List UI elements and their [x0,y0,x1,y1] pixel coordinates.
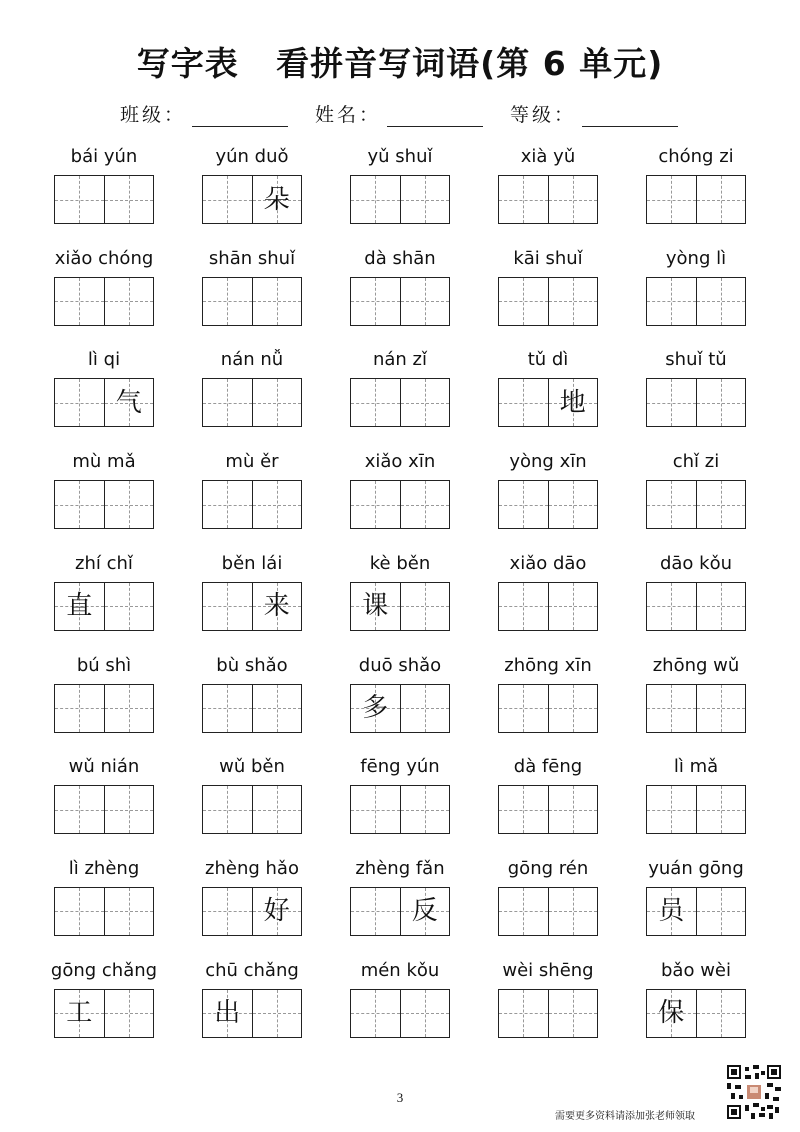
tianzige-box[interactable] [104,990,154,1037]
hint-character [401,583,450,630]
hint-character [549,583,598,630]
hint-character: 直 [66,591,93,622]
tianzige-box[interactable] [55,176,104,223]
tianzige-box[interactable] [252,685,302,732]
tianzige-box[interactable] [203,786,252,833]
tianzige-box[interactable] [252,583,302,630]
tianzige-pair [498,887,598,936]
hint-character [697,583,746,630]
hint-character [697,278,746,325]
pinyin-label: tǔ dì [527,349,569,371]
tianzige-box[interactable] [104,379,154,426]
hint-character [351,990,400,1037]
tianzige-pair [498,989,598,1038]
pinyin-label: dà fēng [513,756,583,778]
tianzige-pair [202,480,302,529]
tianzige-box[interactable] [351,481,400,528]
class-label: 班级： [120,104,187,126]
hint-character [499,481,548,528]
hint-character: 反 [411,896,438,927]
tianzige-pair [202,277,302,326]
tianzige-box[interactable] [104,685,154,732]
tianzige-box[interactable] [203,685,252,732]
pinyin-label: nán zǐ [372,349,428,371]
hint-character [253,786,302,833]
hint-character [55,888,104,935]
tianzige-pair [202,989,302,1038]
hint-character [253,990,302,1037]
pinyin-label: yòng xīn [509,451,587,473]
hint-character [203,583,252,630]
tianzige-pair [350,684,450,733]
pinyin-label: zhèng hǎo [205,857,299,879]
tianzige-box[interactable] [252,379,302,426]
pinyin-label: zhí chǐ [75,552,133,574]
tianzige-box[interactable] [55,583,104,630]
hint-character [105,278,154,325]
tianzige-box[interactable] [55,481,104,528]
tianzige-pair [646,989,746,1038]
tianzige-box[interactable] [499,583,548,630]
tianzige-box[interactable] [351,583,400,630]
hint-character [549,990,598,1037]
pinyin-label: yún duǒ [215,146,289,167]
tianzige-box[interactable] [400,379,450,426]
tianzige-box[interactable] [351,786,400,833]
pinyin-label: fēng yún [360,756,440,778]
pinyin-label: chǐ zi [672,451,720,473]
student-info-row [0,100,800,130]
pinyin-label: gōng chǎng [50,959,158,981]
class-blank-line[interactable] [192,102,288,127]
tianzige-pair [202,684,302,733]
hint-character [55,278,104,325]
hint-character: 课 [362,591,389,622]
tianzige-box[interactable] [351,379,400,426]
hint-character [203,278,252,325]
hint-character [647,379,696,426]
pinyin-label: kè běn [369,552,431,574]
tianzige-box[interactable] [647,278,696,325]
hint-character [647,481,696,528]
tianzige-pair [350,277,450,326]
tianzige-box[interactable] [647,685,696,732]
hint-character [55,786,104,833]
hint-character [647,176,696,223]
hint-character [549,278,598,325]
pinyin-label: bù shǎo [216,654,288,676]
tianzige-pair [646,277,746,326]
hint-character [499,583,548,630]
tianzige-box[interactable] [696,888,746,935]
hint-character: 气 [115,387,142,418]
hint-character [203,786,252,833]
hint-character [697,685,746,732]
tianzige-pair [202,378,302,427]
tianzige-box[interactable] [696,176,746,223]
tianzige-box[interactable] [548,990,598,1037]
tianzige-pair [54,582,154,631]
pinyin-label: běn lái [221,552,283,574]
hint-character [499,685,548,732]
tianzige-box[interactable] [351,278,400,325]
tianzige-pair [498,175,598,224]
pinyin-label: yòng lì [665,247,727,269]
hint-character [203,888,252,935]
tianzige-pair [350,175,450,224]
tianzige-box[interactable] [647,888,696,935]
tianzige-box[interactable] [548,786,598,833]
pinyin-label: xià yǔ [520,146,576,167]
tianzige-pair [498,277,598,326]
hint-character [351,278,400,325]
pinyin-label: mù ěr [225,451,279,473]
hint-character [499,278,548,325]
pinyin-label: xiǎo xīn [364,451,436,473]
hint-character [105,583,154,630]
tianzige-pair [350,582,450,631]
tianzige-box[interactable] [203,583,252,630]
tianzige-pair [202,887,302,936]
tianzige-box[interactable] [696,379,746,426]
tianzige-box[interactable] [696,278,746,325]
tianzige-pair [350,785,450,834]
pinyin-label: gōng rén [507,857,589,879]
tianzige-box[interactable] [696,481,746,528]
tianzige-box[interactable] [203,888,252,935]
tianzige-box[interactable] [55,786,104,833]
tianzige-pair [646,684,746,733]
tianzige-box[interactable] [351,176,400,223]
grade-field [510,100,678,127]
hint-character [105,888,154,935]
hint-character [499,379,548,426]
tianzige-box[interactable] [696,685,746,732]
tianzige-box[interactable] [252,278,302,325]
grade-label: 等级： [510,104,577,126]
hint-character [499,786,548,833]
tianzige-box[interactable] [548,278,598,325]
hint-character: 朵 [263,184,290,215]
tianzige-box[interactable] [55,888,104,935]
tianzige-box[interactable] [499,888,548,935]
tianzige-box[interactable] [351,990,400,1037]
hint-character [647,278,696,325]
tianzige-box[interactable] [499,278,548,325]
hint-character [351,786,400,833]
tianzige-pair [498,378,598,427]
tianzige-pair [646,582,746,631]
hint-character [401,176,450,223]
hint-character [499,176,548,223]
tianzige-box[interactable] [548,379,598,426]
hint-character [697,888,746,935]
tianzige-box[interactable] [696,786,746,833]
hint-character [401,481,450,528]
tianzige-box[interactable] [400,685,450,732]
hint-character [549,481,598,528]
worksheet-title: 写字表 看拼音写词语(第 6 单元) [136,44,664,83]
name-blank-line[interactable] [387,102,483,127]
tianzige-box[interactable] [499,990,548,1037]
hint-character [55,481,104,528]
hint-character [203,481,252,528]
name-label: 姓名： [315,104,382,126]
hint-character [105,685,154,732]
tianzige-box[interactable] [400,278,450,325]
tianzige-box[interactable] [104,481,154,528]
pinyin-label: zhōng xīn [504,654,592,676]
hint-character [55,685,104,732]
tianzige-box[interactable] [55,278,104,325]
hint-character: 地 [559,387,586,418]
tianzige-pair [202,175,302,224]
tianzige-box[interactable] [351,888,400,935]
tianzige-pair [350,989,450,1038]
name-field [315,100,483,127]
pinyin-label: lì mǎ [673,756,719,778]
hint-character [549,786,598,833]
hint-character: 好 [263,896,290,927]
pinyin-label: bú shì [76,654,132,676]
hint-character [351,379,400,426]
hint-character: 出 [214,998,241,1029]
hint-character [105,786,154,833]
tianzige-box[interactable] [203,379,252,426]
tianzige-box[interactable] [104,278,154,325]
tianzige-box[interactable] [252,990,302,1037]
hint-character [55,176,104,223]
tianzige-box[interactable] [400,583,450,630]
tianzige-box[interactable] [400,990,450,1037]
hint-character [401,990,450,1037]
pinyin-label: bái yún [70,146,138,167]
tianzige-pair [646,480,746,529]
hint-character [647,786,696,833]
hint-character [203,685,252,732]
tianzige-pair [54,684,154,733]
tianzige-box[interactable] [548,583,598,630]
hint-character [203,176,252,223]
tianzige-box[interactable] [647,481,696,528]
tianzige-box[interactable] [647,379,696,426]
tianzige-box[interactable] [499,481,548,528]
pinyin-label: xiǎo dāo [509,552,587,574]
pinyin-label: dà shān [364,247,436,269]
hint-character [203,379,252,426]
hint-character [253,685,302,732]
tianzige-pair [54,785,154,834]
hint-character [351,888,400,935]
pinyin-label: zhèng fǎn [355,857,445,879]
hint-character: 来 [263,591,290,622]
tianzige-box[interactable] [400,481,450,528]
hint-character [549,888,598,935]
tianzige-pair [202,785,302,834]
tianzige-pair [350,480,450,529]
hint-character [401,278,450,325]
tianzige-box[interactable] [696,583,746,630]
tianzige-box[interactable] [252,481,302,528]
hint-character [253,481,302,528]
page-number: 3 [396,1090,404,1105]
tianzige-pair [54,378,154,427]
pinyin-label: duō shǎo [358,654,442,676]
hint-character: 保 [658,998,685,1029]
tianzige-box[interactable] [104,786,154,833]
tianzige-box[interactable] [400,786,450,833]
tianzige-box[interactable] [400,888,450,935]
tianzige-box[interactable] [400,176,450,223]
tianzige-pair [54,887,154,936]
hint-character [647,583,696,630]
hint-character [351,176,400,223]
pinyin-label: wǔ běn [219,756,285,778]
pinyin-label: yǔ shuǐ [367,146,433,167]
tianzige-box[interactable] [203,990,252,1037]
hint-character [105,481,154,528]
hint-character [499,888,548,935]
tianzige-box[interactable] [499,786,548,833]
tianzige-box[interactable] [104,583,154,630]
pinyin-label: chóng zi [658,146,734,167]
pinyin-label: lì zhèng [68,857,140,879]
pinyin-label: chū chǎng [205,959,299,981]
tianzige-box[interactable] [55,379,104,426]
hint-character: 工 [66,998,93,1029]
tianzige-box[interactable] [252,176,302,223]
pinyin-label: shān shuǐ [208,247,296,269]
tianzige-pair [498,582,598,631]
tianzige-pair [498,480,598,529]
tianzige-box[interactable] [203,278,252,325]
tianzige-pair [350,887,450,936]
tianzige-box[interactable] [647,176,696,223]
pinyin-label: wèi shēng [502,959,594,981]
hint-character [697,990,746,1037]
tianzige-box[interactable] [104,176,154,223]
pinyin-label: shuǐ tǔ [665,349,727,371]
tianzige-box[interactable] [647,786,696,833]
pinyin-label: mén kǒu [360,959,440,981]
hint-character: 多 [362,693,389,723]
tianzige-box[interactable] [647,583,696,630]
tianzige-box[interactable] [499,685,548,732]
tianzige-box[interactable] [548,888,598,935]
hint-character [253,379,302,426]
tianzige-pair [54,480,154,529]
tianzige-box[interactable] [647,990,696,1037]
tianzige-box[interactable] [548,481,598,528]
hint-character: 员 [658,896,685,927]
tianzige-box[interactable] [203,481,252,528]
hint-character [549,176,598,223]
hint-character [105,990,154,1037]
pinyin-label: lì qi [87,349,121,371]
tianzige-box[interactable] [252,888,302,935]
hint-character [401,786,450,833]
tianzige-box[interactable] [696,990,746,1037]
tianzige-box[interactable] [499,176,548,223]
tianzige-box[interactable] [55,685,104,732]
class-field [120,100,288,127]
tianzige-pair [646,785,746,834]
hint-character [351,481,400,528]
tianzige-box[interactable] [548,176,598,223]
pinyin-label: kāi shuǐ [513,247,583,269]
tianzige-pair [54,277,154,326]
tianzige-pair [646,887,746,936]
tianzige-box[interactable] [351,685,400,732]
hint-character [401,379,450,426]
tianzige-pair [54,175,154,224]
tianzige-pair [646,378,746,427]
hint-character [697,786,746,833]
tianzige-box[interactable] [104,888,154,935]
tianzige-box[interactable] [203,176,252,223]
hint-character [253,278,302,325]
tianzige-box[interactable] [55,990,104,1037]
tianzige-pair [646,175,746,224]
hint-character [55,379,104,426]
pinyin-label: wǔ nián [68,756,140,778]
hint-character [499,990,548,1037]
tianzige-pair [498,684,598,733]
pinyin-label: bǎo wèi [661,959,731,981]
qr-code-icon [727,1065,781,1119]
pinyin-label: zhōng wǔ [652,654,740,676]
tianzige-box[interactable] [548,685,598,732]
hint-character [697,176,746,223]
hint-character [105,176,154,223]
hint-character [697,379,746,426]
pinyin-label: mù mǎ [72,451,136,473]
hint-character [697,481,746,528]
grade-blank-line[interactable] [582,102,678,127]
hint-character [549,685,598,732]
tianzige-pair [202,582,302,631]
pinyin-label: nán nǚ [220,349,284,371]
tianzige-pair [350,378,450,427]
tianzige-pair [54,989,154,1038]
promo-text: 需要更多资料请添加张老师领取 [555,1111,695,1122]
tianzige-box[interactable] [499,379,548,426]
tianzige-pair [498,785,598,834]
tianzige-box[interactable] [252,786,302,833]
pinyin-label: dāo kǒu [659,552,733,574]
hint-character [647,685,696,732]
pinyin-label: xiǎo chóng [54,247,154,269]
hint-character [401,685,450,732]
pinyin-label: yuán gōng [648,857,744,879]
